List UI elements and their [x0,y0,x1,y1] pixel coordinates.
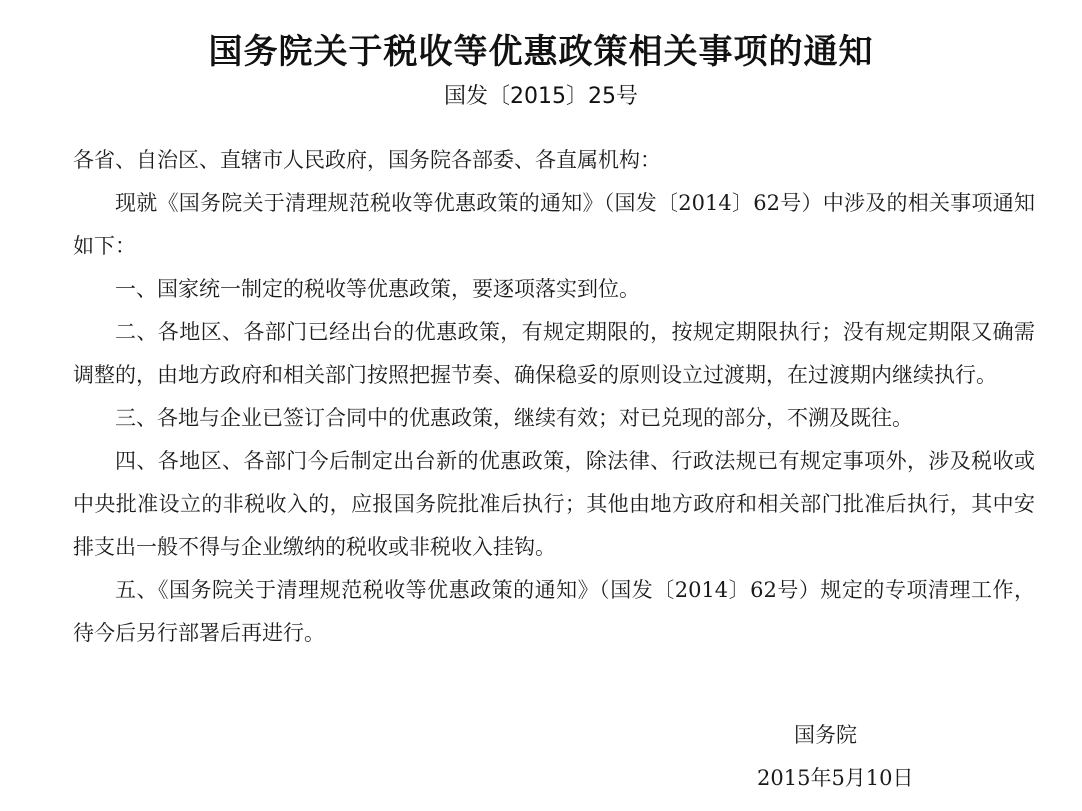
paragraph-item-4: 四、各地区、各部门今后制定出台新的优惠政策，除法律、行政法规已有规定事项外，涉及税收或中央批准设立的非税收入的，应报国务院批准后执行；其他由地方政府和相关部门批准后执行，其中安排支出一般不得与企业缴纳的税收或非税收入挂钩。 [73,449,1035,559]
paragraph-item-1: 一、国家统一制定的税收等优惠政策，要逐项落实到位。 [115,277,640,301]
paragraph-item-5: 五、《国务院关于清理规范税收等优惠政策的通知》（国发〔2014〕62号）规定的专项清理工作，待今后另行部署后再进行。 [73,578,1035,645]
signature-date: 2015年5月10日 [757,766,914,790]
document-number: 国发〔2015〕25号 [444,84,638,109]
signature-organization: 国务院 [794,723,857,747]
paragraph-item-3: 三、各地与企业已签订合同中的优惠政策，继续有效；对已兑现的部分，不溯及既往。 [115,406,913,430]
paragraph-intro: 现就《国务院关于清理规范税收等优惠政策的通知》（国发〔2014〕62号）中涉及的相关事项通知如下： [73,191,1035,258]
salutation: 各省、自治区、直辖市人民政府，国务院各部委、各直属机构： [73,148,661,172]
document-body [73,139,1035,655]
document-title: 国务院关于税收等优惠政策相关事项的通知 [208,32,874,72]
paragraph-item-2: 二、各地区、各部门已经出台的优惠政策，有规定期限的，按规定期限执行；没有规定期限又确需调整的，由地方政府和相关部门按照把握节奏、确保稳妥的原则设立过渡期，在过渡期内继续执行。 [73,320,1035,387]
